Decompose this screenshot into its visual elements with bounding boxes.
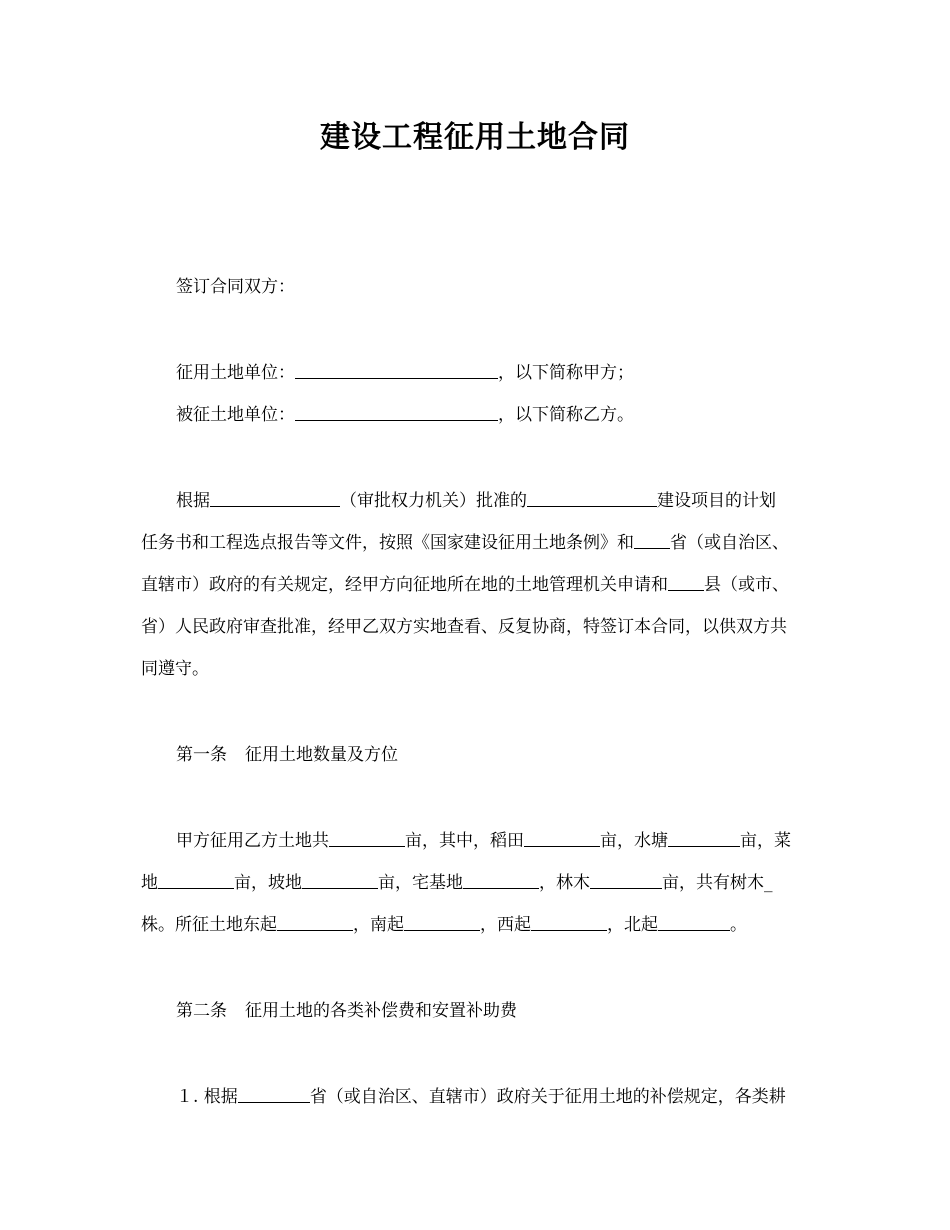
approval-authority-blank[interactable] [210,490,340,507]
article-1-line-3 [141,913,813,937]
article-text: 省（或自治区、直辖市）政府关于征用土地的补偿规定，各类耕 [309,1087,786,1107]
east-boundary-blank[interactable] [277,914,353,931]
preamble-line-5: 同遵守。 [141,659,209,679]
party-a-line [176,361,848,385]
article-text: 甲方征用乙方土地共 [176,831,329,851]
article-1-heading [176,743,848,767]
article-2-item-1 [176,1085,848,1109]
article-number: 第二条 [176,1001,227,1021]
forest-area-blank[interactable] [590,872,662,889]
county-blank[interactable] [668,574,704,591]
party-a-label: 征用土地单位： [176,363,295,383]
preamble-line-3 [141,573,813,597]
preamble-text: （审批权力机关）批准的 [340,491,527,511]
article-text: 亩，水塘 [600,831,668,851]
article-heading: 征用土地的各类补偿费和安置补助费 [245,1001,517,1021]
party-b-line [176,403,848,427]
document-title: 建设工程征用土地合同 [320,120,630,155]
preamble-line-4: 省）人民政府审查批准，经甲乙双方实地查看、反复协商，特签订本合同，以供双方共 [141,617,787,637]
preamble-text: 任务书和工程选点报告等文件，按照《国家建设征用土地条例》和 [141,533,634,553]
preamble-text: 县（或市、 [704,575,789,595]
party-b-blank[interactable] [295,404,498,421]
province-compensation-blank[interactable] [238,1086,310,1103]
homestead-area-blank[interactable] [463,872,539,889]
article-1-line-2 [141,871,813,895]
preamble-text: 建设项目的计划 [657,491,776,511]
article-text: １. 根据 [176,1087,238,1107]
vegetable-area-blank[interactable] [158,872,234,889]
article-text: ，南起 [353,915,404,935]
article-text: 亩，其中，稻田 [405,831,524,851]
preamble-line-1 [176,489,848,513]
preamble-line-2 [141,531,813,555]
article-text: ，西起 [480,915,531,935]
party-b-label: 被征土地单位： [176,405,295,425]
article-text: 。 [730,915,747,935]
article-text: 亩，菜 [740,831,791,851]
west-boundary-blank[interactable] [531,914,607,931]
article-text: 亩，坡地 [234,873,302,893]
slope-area-blank[interactable] [302,872,378,889]
preamble-text: 直辖市）政府的有关规定，经甲方向征地所在地的土地管理机关申请和 [141,575,668,595]
paddy-area-blank[interactable] [524,830,600,847]
article-text: 地 [141,873,158,893]
article-1-line-1 [176,829,848,853]
article-text: 株。所征土地东起 [141,915,277,935]
preamble-text: 省（或自治区、 [670,533,789,553]
article-heading: 征用土地数量及方位 [245,745,398,765]
article-text: 亩，共有树木_ [662,873,773,893]
south-boundary-blank[interactable] [404,914,480,931]
party-b-suffix: ，以下简称乙方。 [498,405,634,425]
article-text: 亩，宅基地 [378,873,463,893]
total-area-blank[interactable] [329,830,405,847]
party-a-suffix: ，以下简称甲方； [498,363,634,383]
article-2-heading [176,999,848,1023]
article-text: ，林木 [539,873,590,893]
province-blank[interactable] [634,532,670,549]
preamble-text: 根据 [176,491,210,511]
project-name-blank[interactable] [527,490,657,507]
north-boundary-blank[interactable] [658,914,730,931]
article-number: 第一条 [176,745,227,765]
pond-area-blank[interactable] [668,830,740,847]
intro-line: 签订合同双方： [176,277,295,297]
article-text: ，北起 [607,915,658,935]
party-a-blank[interactable] [295,362,498,379]
